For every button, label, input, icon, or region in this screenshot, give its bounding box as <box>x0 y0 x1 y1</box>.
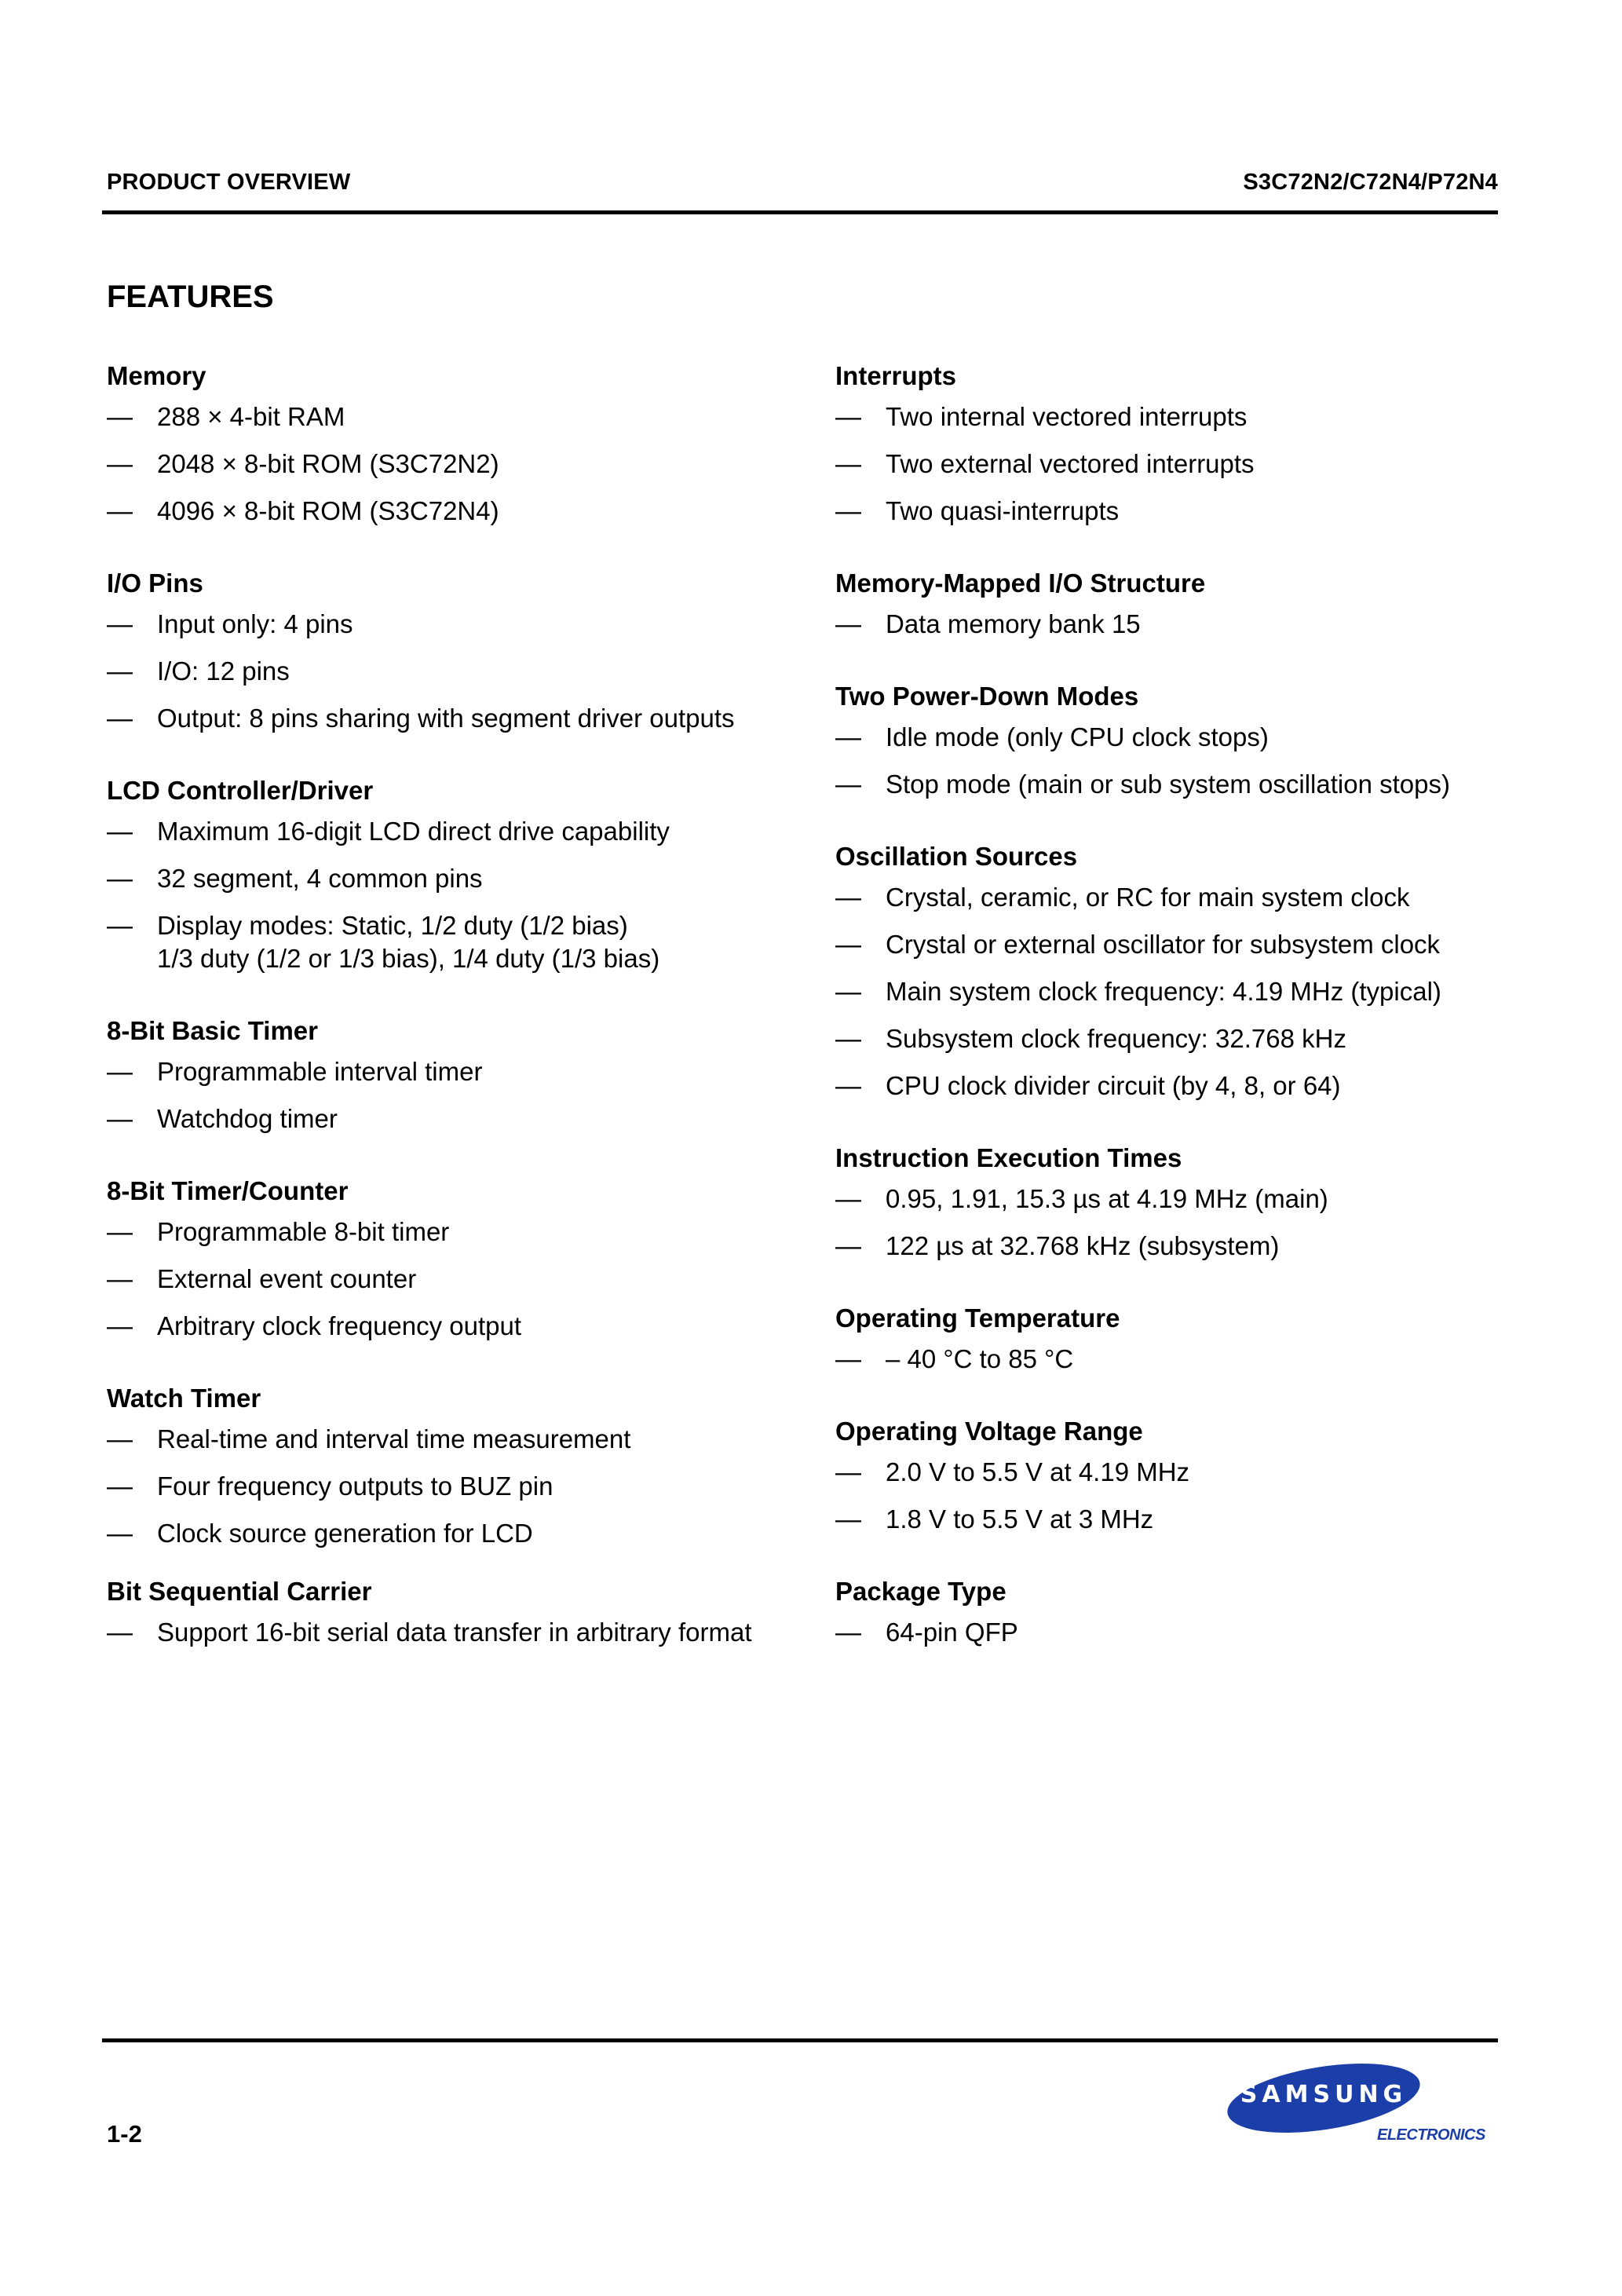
list-item: — 0.95, 1.91, 15.3 µs at 4.19 MHz (main) <box>835 1183 1511 1216</box>
section-oscillation-sources <box>835 842 1511 1102</box>
section-title: Oscillation Sources <box>835 842 1078 871</box>
list-item: — Watchdog timer <box>107 1102 766 1135</box>
section-title: I/O Pins <box>107 569 203 598</box>
list-item: — Stop mode (main or sub system oscillation stops) <box>835 768 1511 801</box>
section-title: Bit Sequential Carrier <box>107 1577 372 1606</box>
section-lcd-controller <box>107 776 766 975</box>
logo-text: SAMSUNG <box>1240 2081 1408 2108</box>
section-watch-timer <box>107 1384 766 1550</box>
list-item: — 288 × 4-bit RAM <box>107 400 766 433</box>
section-memory <box>107 361 766 528</box>
page-number: 1-2 <box>107 2120 142 2148</box>
section-operating-voltage <box>835 1417 1511 1536</box>
logo-subtext: ELECTRONICS <box>1377 2126 1485 2144</box>
list-item: — Real-time and interval time measurement <box>107 1423 766 1456</box>
section-title: Operating Temperature <box>835 1303 1120 1333</box>
section-basic-timer <box>107 1016 766 1135</box>
list-item: — 2048 × 8-bit ROM (S3C72N2) <box>107 448 766 481</box>
header-part-number: S3C72N2/C72N4/P72N4 <box>1243 170 1498 195</box>
list-item: — Subsystem clock frequency: 32.768 kHz <box>835 1022 1511 1055</box>
section-power-down-modes <box>835 682 1511 801</box>
footer-divider <box>102 2038 1498 2042</box>
list-item: — 4096 × 8-bit ROM (S3C72N4) <box>107 495 766 528</box>
section-execution-times <box>835 1143 1511 1263</box>
list-item: — Two external vectored interrupts <box>835 448 1511 481</box>
section-package-type <box>835 1577 1511 1649</box>
list-item: — Programmable interval timer <box>107 1055 766 1088</box>
section-io-pins <box>107 569 766 735</box>
section-interrupts <box>835 361 1511 528</box>
list-item: — Maximum 16-digit LCD direct drive capability <box>107 815 766 848</box>
section-timer-counter <box>107 1176 766 1343</box>
list-item-continuation: 1/3 duty (1/2 or 1/3 bias), 1/4 duty (1/3 bias) <box>157 944 660 973</box>
section-memory-mapped-io <box>835 569 1511 641</box>
list-item: — Clock source generation for LCD <box>107 1517 766 1550</box>
header-section-title: PRODUCT OVERVIEW <box>107 170 351 195</box>
section-title: LCD Controller/Driver <box>107 776 374 805</box>
list-item: — External event counter <box>107 1263 766 1296</box>
list-item: — Main system clock frequency: 4.19 MHz (typical) <box>835 975 1511 1008</box>
section-title: Operating Voltage Range <box>835 1417 1143 1446</box>
list-item: — 1.8 V to 5.5 V at 3 MHz <box>835 1503 1511 1536</box>
section-title: 8-Bit Timer/Counter <box>107 1176 349 1205</box>
list-item: — Output: 8 pins sharing with segment driver outputs <box>107 702 766 735</box>
section-title: Memory-Mapped I/O Structure <box>835 569 1206 598</box>
list-item: — Arbitrary clock frequency output <box>107 1310 766 1343</box>
list-item: — Crystal, ceramic, or RC for main system clock <box>835 881 1511 914</box>
list-item: — Two internal vectored interrupts <box>835 400 1511 433</box>
list-item: — – 40 °C to 85 °C <box>835 1343 1511 1376</box>
section-title: Watch Timer <box>107 1384 261 1413</box>
section-title: Memory <box>107 361 206 390</box>
list-item: — 122 µs at 32.768 kHz (subsystem) <box>835 1230 1511 1263</box>
list-item: — Crystal or external oscillator for subsystem clock <box>835 928 1511 961</box>
list-item: — Idle mode (only CPU clock stops) <box>835 721 1511 754</box>
list-item: — 64-pin QFP <box>835 1616 1511 1649</box>
page-title: FEATURES <box>107 280 274 314</box>
section-title: Interrupts <box>835 361 957 390</box>
list-item: — Programmable 8-bit timer <box>107 1216 766 1249</box>
list-item: — CPU clock divider circuit (by 4, 8, or 64) <box>835 1069 1511 1102</box>
list-item: — I/O: 12 pins <box>107 655 766 688</box>
left-column <box>107 360 766 1663</box>
section-title: Two Power-Down Modes <box>835 682 1139 711</box>
section-operating-temperature <box>835 1303 1511 1376</box>
section-title: Package Type <box>835 1577 1006 1606</box>
header-divider <box>102 210 1498 214</box>
section-title: Instruction Execution Times <box>835 1143 1182 1172</box>
list-item: — Two quasi-interrupts <box>835 495 1511 528</box>
list-item: — Display modes: Static, 1/2 duty (1/2 bias) <box>107 909 766 942</box>
list-item: — Four frequency outputs to BUZ pin <box>107 1470 766 1503</box>
list-item: — Data memory bank 15 <box>835 608 1511 641</box>
list-item: — Input only: 4 pins <box>107 608 766 641</box>
list-item: — 2.0 V to 5.5 V at 4.19 MHz <box>835 1456 1511 1489</box>
section-bit-sequential-carrier <box>107 1577 766 1649</box>
list-item: — 32 segment, 4 common pins <box>107 862 766 895</box>
right-column <box>835 360 1511 1663</box>
list-item: — Support 16-bit serial data transfer in arbitrary format <box>107 1616 766 1649</box>
section-title: 8-Bit Basic Timer <box>107 1016 318 1045</box>
